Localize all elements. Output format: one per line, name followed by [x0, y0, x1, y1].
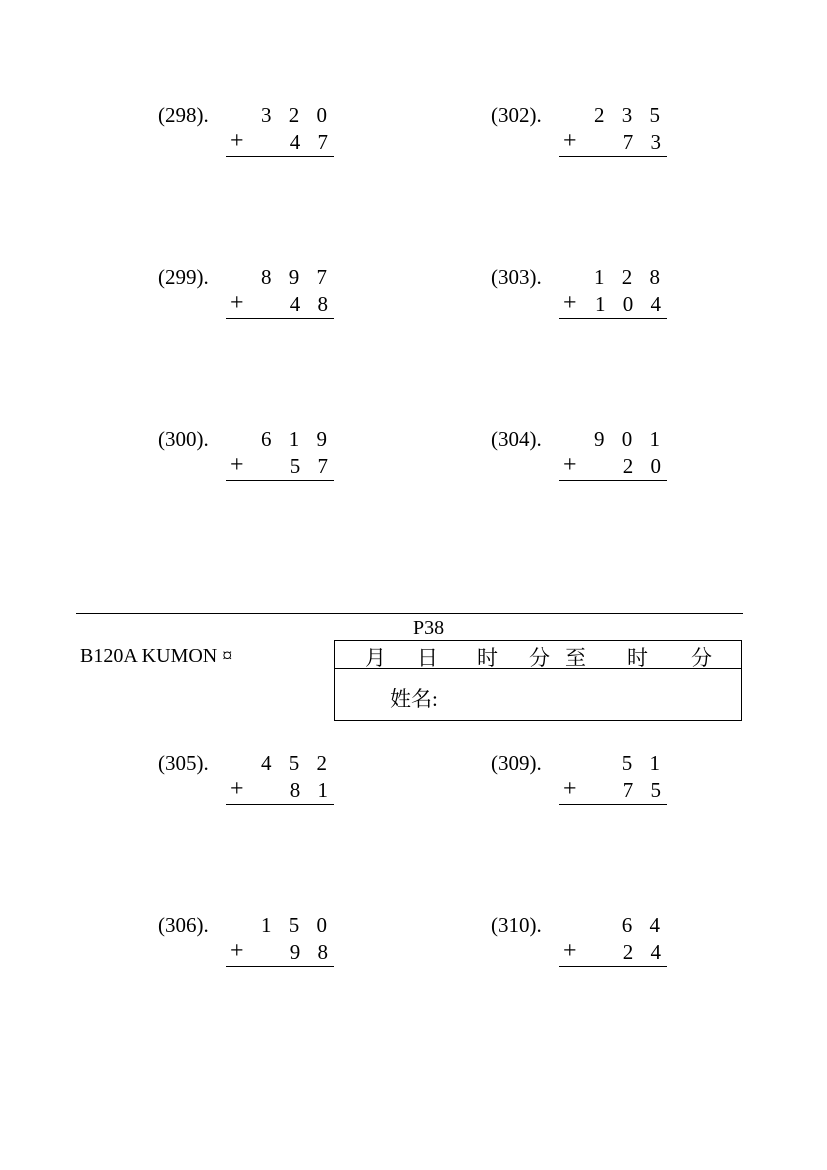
problem-bottom-row: [226, 778, 334, 805]
problem-298: [158, 103, 358, 163]
problem-bottom-row: [559, 292, 667, 319]
problem-bottom-number: 5 7: [289, 454, 334, 478]
problem-top-number: 1 5 0: [261, 913, 333, 937]
plus-sign: +: [563, 128, 577, 154]
problem-label: (302).: [491, 103, 542, 127]
plus-sign: +: [230, 452, 244, 478]
plus-sign: +: [230, 128, 244, 154]
problem-top-number: 6 4: [621, 913, 666, 937]
time-row: [335, 641, 741, 669]
name-label: 姓名:: [390, 687, 438, 711]
problem-label: (303).: [491, 265, 542, 289]
start-minute-label: 分: [529, 646, 550, 670]
problem-top-number: 9 0 1: [594, 427, 666, 451]
plus-sign: +: [230, 776, 244, 802]
page-divider: [76, 613, 743, 614]
problem-303: [491, 265, 691, 325]
problem-bottom-row: [559, 778, 667, 805]
worksheet-code: B120A KUMON ¤: [80, 645, 233, 667]
problem-bottom-number: 4 7: [289, 130, 334, 154]
problem-top-number: 1 2 8: [594, 265, 666, 289]
problem-bottom-number: 8 1: [289, 778, 334, 802]
month-label: 月: [365, 646, 386, 670]
problem-310: [491, 913, 691, 973]
plus-sign: +: [563, 776, 577, 802]
start-hour-label: 时: [477, 646, 498, 670]
problem-305: [158, 751, 358, 811]
problem-304: [491, 427, 691, 487]
end-minute-label: 分: [691, 646, 712, 670]
problem-bottom-number: 7 5: [622, 778, 667, 802]
problem-bottom-row: [226, 940, 334, 967]
problem-bottom-number: 4 8: [289, 292, 334, 316]
problem-bottom-number: 2 0: [622, 454, 667, 478]
problem-label: (304).: [491, 427, 542, 451]
plus-sign: +: [230, 290, 244, 316]
problem-306: [158, 913, 358, 973]
problem-top-number: 8 9 7: [261, 265, 333, 289]
problem-top-number: 4 5 2: [261, 751, 333, 775]
problem-bottom-number: 1 0 4: [595, 292, 667, 316]
to-label: 至: [565, 646, 586, 670]
plus-sign: +: [563, 290, 577, 316]
problem-299: [158, 265, 358, 325]
problem-309: [491, 751, 691, 811]
plus-sign: +: [563, 452, 577, 478]
problem-bottom-number: 7 3: [622, 130, 667, 154]
problem-bottom-row: [226, 130, 334, 157]
problem-top-number: 6 1 9: [261, 427, 333, 451]
problem-bottom-number: 9 8: [289, 940, 334, 964]
problem-top-number: 3 2 0: [261, 103, 333, 127]
problem-bottom-row: [559, 454, 667, 481]
problem-label: (305).: [158, 751, 209, 775]
problem-top-number: 5 1: [621, 751, 666, 775]
plus-sign: +: [563, 938, 577, 964]
end-hour-label: 时: [627, 646, 648, 670]
problem-label: (306).: [158, 913, 209, 937]
plus-sign: +: [230, 938, 244, 964]
problem-bottom-row: [226, 454, 334, 481]
page-number: P38: [413, 617, 445, 639]
problem-label: (310).: [491, 913, 542, 937]
problem-bottom-number: 2 4: [622, 940, 667, 964]
problem-top-number: 2 3 5: [594, 103, 666, 127]
problem-bottom-row: [226, 292, 334, 319]
problem-label: (309).: [491, 751, 542, 775]
problem-label: (300).: [158, 427, 209, 451]
problem-302: [491, 103, 691, 163]
problem-bottom-row: [559, 130, 667, 157]
problem-label: (299).: [158, 265, 209, 289]
day-label: 日: [417, 646, 438, 670]
info-box: [334, 640, 742, 721]
problem-300: [158, 427, 358, 487]
problem-label: (298).: [158, 103, 209, 127]
problem-bottom-row: [559, 940, 667, 967]
